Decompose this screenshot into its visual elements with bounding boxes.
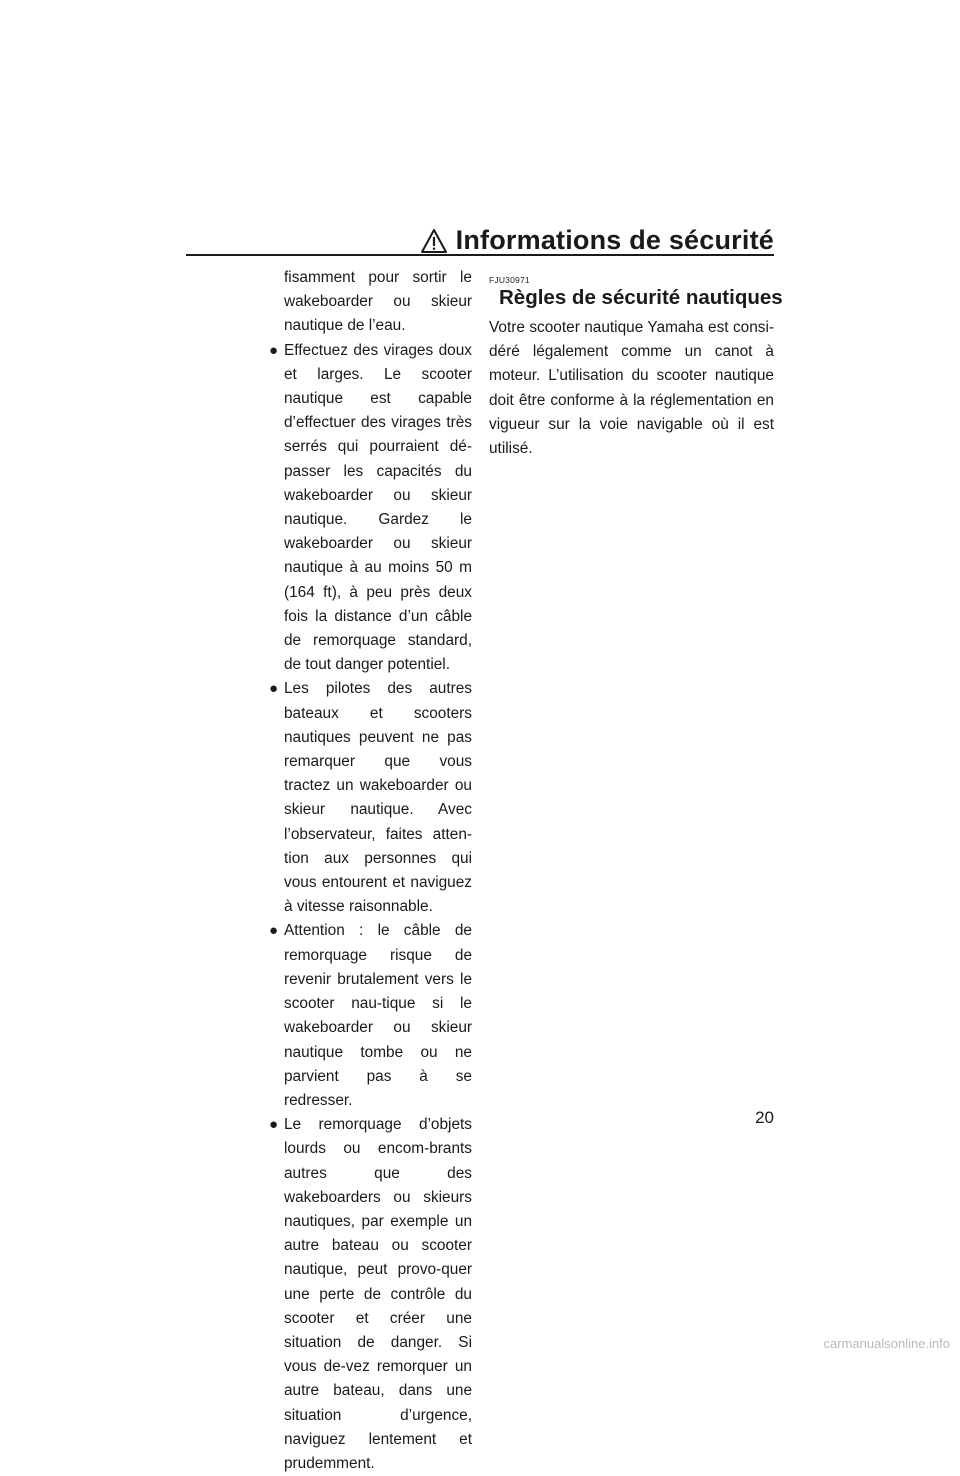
list-item: ● Le remorquage d’objets lourds ou encom-brants autres que des wakeboarders ou skieurs nautiques, par exemple un autre bateau ou scooter nautique, peut provo-quer une perte de contrôle du scooter et créer une situation de danger. Si vous de-vez remorquer un autre bateau, dans une situation d’urgence, naviguez lentement et prudemment.	[268, 1113, 472, 1476]
page-number: 20	[755, 1108, 774, 1127]
page-title: Informations de sécurité	[455, 225, 774, 255]
list-item: ● Les pilotes des autres bateaux et scooters nautiques peuvent ne pas remarquer que vous tractez un wakeboarder ou skieur nautique. Avec l’observateur, faites atten-tion aux personnes qui vous entourent et naviguez à vitesse raisonnable.	[268, 677, 472, 919]
section-title: Règles de sécurité nautiques	[499, 286, 783, 309]
section-code: FJU30971	[489, 275, 530, 285]
continuation-text: fisamment pour sortir le wakeboarder ou skieur nautique de l’eau.	[284, 269, 472, 335]
watermark: carmanualsonline.info	[823, 1336, 950, 1351]
bullet-icon: ●	[269, 341, 279, 359]
bullet-list	[268, 339, 472, 1476]
list-item: ● Effectuez des virages doux et larges. Le scooter nautique est capable d’effectuer des virages très serrés qui pourraient dé-passer les capacités du wakeboarder ou skieur nautique. Gardez le wakeboarder ou skieur nautique à au moins 50 m (164 ft), à peu près deux fois la distance d’un câble de remorquage standard, de tout danger potentiel.	[268, 339, 472, 678]
header-title	[420, 225, 774, 256]
warning-triangle-icon	[420, 228, 448, 254]
section-paragraph: Votre scooter nautique Yamaha est consi-déré légalement comme un canot à moteur. L’utilisation du scooter nautique doit être conforme à la réglementation en vigueur sur la voie navigable où il est utilisé.	[489, 319, 774, 458]
bullet-icon: ●	[269, 1116, 279, 1134]
right-column	[489, 275, 783, 461]
bullet-icon: ●	[269, 922, 279, 940]
left-column	[268, 266, 472, 1476]
bullet-icon: ●	[269, 680, 279, 698]
list-item: ● Attention : le câble de remorquage risque de revenir brutalement vers le scooter nau-tique si le wakeboarder ou skieur nautique tombe ou ne parvient pas à se redresser.	[268, 919, 472, 1113]
page-header	[186, 222, 774, 256]
